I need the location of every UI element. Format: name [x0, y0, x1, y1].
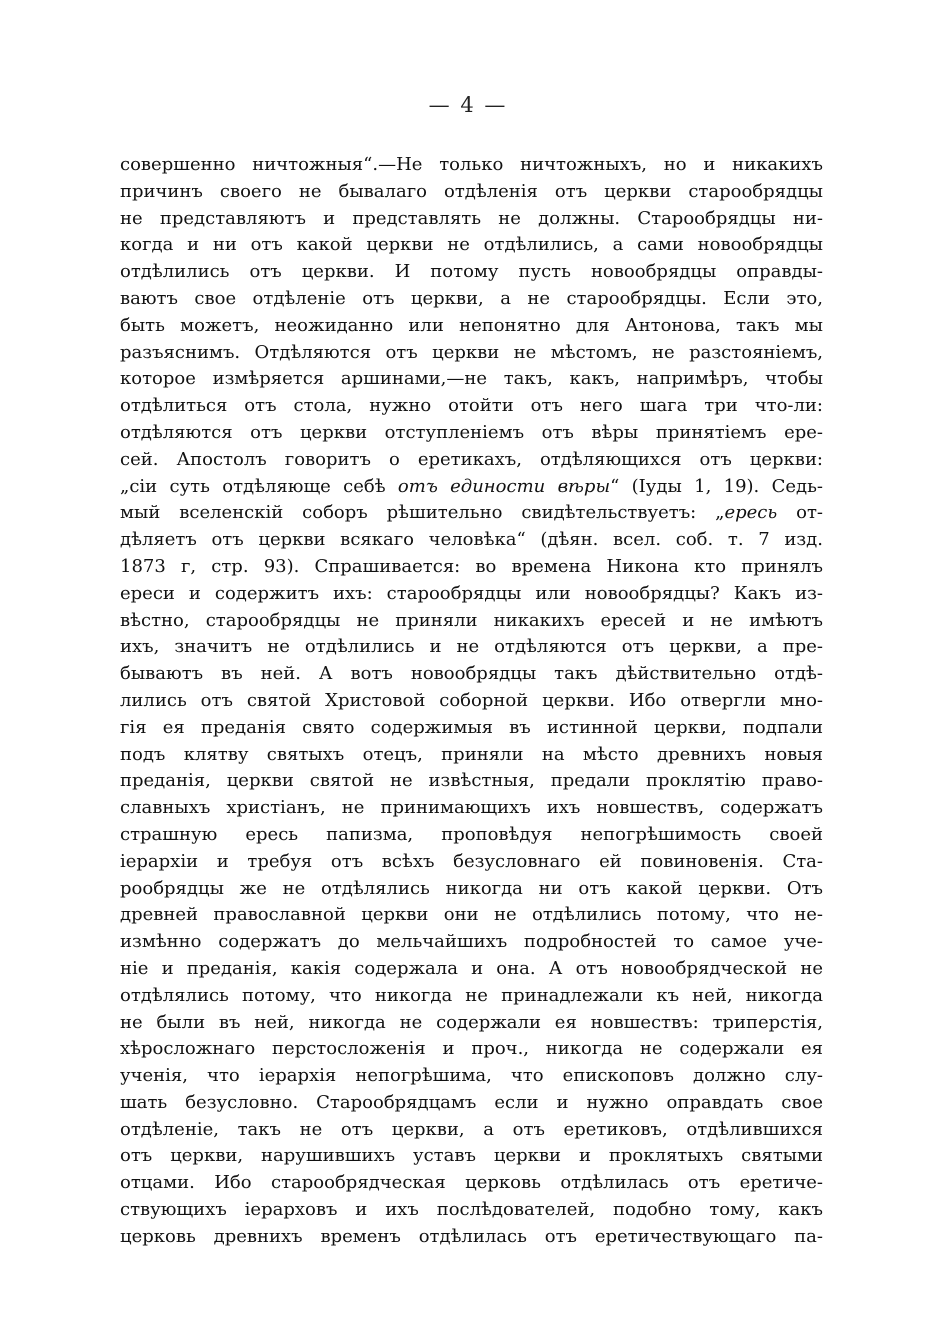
text-line: отдѣлялись потому, что никогда не принадлежали къ ней, никогда	[120, 984, 823, 1006]
text-line: ваютъ свое отдѣленіе отъ церкви, а не старообрядцы. Если это,	[120, 287, 823, 309]
text-segment: мый вселенскій соборъ рѣшительно свидѣтельствуетъ: „	[120, 502, 725, 524]
text-line: быть можетъ, неожиданно или непонятно для Антонова, такъ мы	[120, 314, 823, 336]
body-text	[120, 152, 823, 1251]
text-line: рообрядцы же не отдѣлялись никогда ни отъ какой церкви. Отъ	[120, 877, 823, 899]
text-line: лились отъ святой Христовой соборной церкви. Ибо отвергли мно-	[120, 689, 823, 711]
text-line: измѣнно содержатъ до мельчайшихъ подробностей то самое уче-	[120, 931, 823, 953]
text-line: дѣляетъ отъ церкви всякаго человѣка“ (дѣян. всел. соб. т. 7 изд.	[120, 529, 823, 551]
text-line: которое измѣряется аршинами,—не такъ, какъ, напримѣръ, чтобы	[120, 368, 823, 390]
text-line: ніе и преданія, какія содержала и она. А отъ новообрядческой не	[120, 957, 823, 979]
text-line: іерархіи и требуя отъ всѣхъ безусловнаго ей повиновенія. Ста-	[120, 850, 823, 872]
text-line: сей. Апостолъ говоритъ о еретикахъ, отдѣляющихся отъ церкви:	[120, 448, 823, 470]
text-line: ереси и содержитъ ихъ: старообрядцы или новообрядцы? Какъ из-	[120, 582, 823, 604]
text-segment: “ (Іуды 1, 19). Седь-	[610, 475, 823, 497]
text-line: не были въ ней, никогда не содержали ея новшествъ: триперстія,	[120, 1011, 823, 1033]
italic-quote: ересь	[724, 502, 778, 524]
text-line: преданія, церкви святой не извѣстныя, предали проклятію право-	[120, 770, 823, 792]
italic-quote: отъ единости вѣры	[397, 475, 611, 497]
text-line: разъяснимъ. Отдѣляются отъ церкви не мѣстомъ, не разстояніемъ,	[120, 341, 823, 363]
text-line: ихъ, значитъ не отдѣлились и не отдѣляются отъ церкви, а пре-	[120, 636, 823, 658]
text-segment: „сіи суть отдѣляюще себѣ	[120, 475, 398, 497]
text-line: 1873 г, стр. 93). Спрашивается: во времена Никона кто принялъ	[120, 555, 823, 577]
text-line: отдѣленіе, такъ не отъ церкви, а отъ еретиковъ, отдѣлившихся	[120, 1118, 823, 1140]
text-segment: от-	[777, 502, 823, 524]
text-line: отцами. Ибо старообрядческая церковь отдѣлилась отъ еретиче-	[120, 1172, 823, 1194]
text-line: древней православной церкви они не отдѣлились потому, что не-	[120, 904, 823, 926]
text-line: подъ клятву святыхъ отецъ, приняли на мѣсто древнихъ новыя	[120, 743, 823, 765]
text-line: гія ея преданія свято содержимыя въ истинной церкви, подпали	[120, 716, 823, 738]
text-line: отдѣлились отъ церкви. И потому пусть новообрядцы оправды-	[120, 261, 823, 283]
text-line: страшную ересь папизма, проповѣдуя непогрѣшимость своей	[120, 823, 823, 845]
text-line: совершенно ничтожныя“.—Не только ничтожныхъ, но и никакихъ	[120, 154, 823, 175]
text-line: ученія, что іерархія непогрѣшима, что епископовъ должно слу-	[120, 1065, 823, 1087]
text-line: хѣросложнаго перстосложенія и проч., никогда не содержали ея	[120, 1038, 823, 1060]
text-line: когда и ни отъ какой церкви не отдѣлились, а сами новообрядцы	[120, 234, 823, 256]
text-line: причинъ своего не бывалаго отдѣленія отъ церкви старообрядцы	[120, 180, 823, 202]
text-line: не представляютъ и представлять не должны. Старообрядцы ни-	[120, 207, 823, 229]
text-line: церковь древнихъ временъ отдѣлилась отъ еретичествующаго па-	[120, 1225, 823, 1247]
text-line: ствующихъ іерарховъ и ихъ послѣдователей, подобно тому, какъ	[120, 1199, 823, 1221]
page-number: — 4 —	[428, 93, 508, 117]
text-line: шать безусловно. Старообрядцамъ если и нужно оправдать свое	[120, 1091, 823, 1113]
text-line: отдѣляются отъ церкви отступленіемъ отъ вѣры принятіемъ ере-	[120, 421, 823, 443]
text-line: славныхъ христіанъ, не принимающихъ ихъ новшествъ, содержатъ	[120, 797, 823, 819]
text-line: бываютъ въ ней. А вотъ новообрядцы такъ дѣйствительно отдѣ-	[120, 663, 823, 685]
text-line	[120, 474, 823, 501]
text-line: отъ церкви, нарушившихъ уставъ церкви и проклятыхъ святыми	[120, 1145, 823, 1167]
text-line	[120, 500, 823, 527]
text-line: отдѣлиться отъ стола, нужно отойти отъ него шага три что-ли:	[120, 395, 823, 417]
text-line: вѣстно, старообрядцы не приняли никакихъ ересей и не имѣютъ	[120, 609, 823, 631]
